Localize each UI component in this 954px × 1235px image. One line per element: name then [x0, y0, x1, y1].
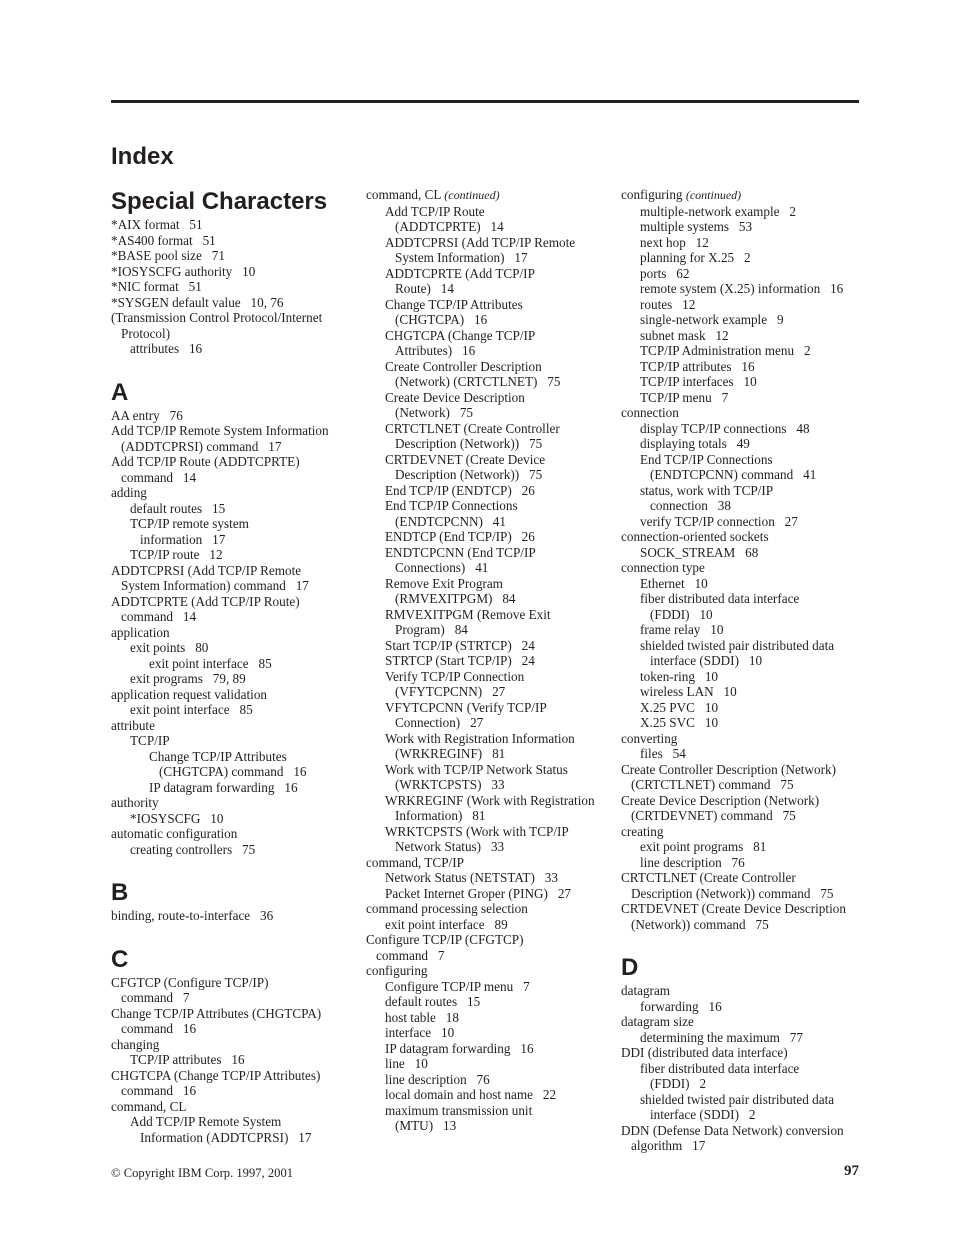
index-entry: automatic configuration [111, 826, 238, 841]
index-entry: exit point interface 85 [149, 655, 272, 671]
index-entry: command, TCP/IP [366, 854, 464, 870]
index-entry: (Network) (CRTCTLNET) 75 [395, 374, 561, 389]
index-entry: End TCP/IP Connections [385, 498, 518, 513]
index-entry: ENDTCPCNN (End TCP/IP [385, 544, 536, 560]
index-entry: Program) 84 [395, 622, 468, 637]
index-entry: *SYSGEN default value 10, 76 [111, 294, 284, 310]
index-entry: CHGTCPA (Change TCP/IP Attributes) [111, 1067, 321, 1083]
index-entry: End TCP/IP Connections [640, 451, 773, 467]
index-entry: End TCP/IP (ENDTCP) 26 [385, 482, 535, 498]
page-title: Index [111, 143, 174, 170]
index-entry: *BASE pool size 71 [111, 248, 225, 263]
index-entry: forwarding 16 [640, 998, 722, 1014]
continued-label: (continued) [685, 188, 742, 202]
section-heading: Special Characters [111, 188, 328, 215]
index-entry: VFYTCPCNN (Verify TCP/IP [385, 699, 547, 715]
index-entry: CRTDEVNET (Create Device [385, 451, 546, 467]
index-entry: exit programs 79, 89 [130, 671, 246, 686]
index-entry: WRKREGINF (Work with Registration [385, 792, 595, 808]
index-entry: shielded twisted pair distributed data [640, 1091, 835, 1107]
index-entry: token-ring 10 [640, 668, 719, 684]
index-entry: planning for X.25 2 [640, 250, 751, 265]
index-entry: line description 76 [385, 1071, 490, 1087]
index-entry: Create Device Description [385, 389, 525, 405]
index-entry: Change TCP/IP Attributes [149, 748, 287, 764]
index-entry: default routes 15 [385, 994, 481, 1009]
index-entry: Create Device Description (Network) [621, 792, 820, 808]
index-entry: datagram [621, 983, 671, 998]
index-entry: ADDTCPRTE (Add TCP/IP Route) [111, 593, 300, 609]
index-entry: IP datagram forwarding 16 [149, 779, 298, 795]
index-entry: Add TCP/IP Route [385, 203, 485, 219]
index-entry: CRTCTLNET (Create Controller [385, 420, 560, 436]
page-number: 97 [844, 1163, 859, 1179]
index-entry: display TCP/IP connections 48 [640, 420, 810, 436]
index-entry: connection 38 [650, 498, 731, 513]
index-entry: ENDTCP (End TCP/IP) 26 [385, 529, 535, 544]
index-column-3 [621, 187, 866, 1154]
index-entry: changing [111, 1036, 160, 1052]
index-entry: line description 76 [640, 854, 745, 870]
index-entry: TCP/IP interfaces 10 [640, 374, 757, 389]
continued-entry [621, 187, 866, 204]
index-entry: files 54 [640, 746, 686, 761]
index-entry: remote system (X.25) information 16 [640, 281, 844, 296]
index-entry: fiber distributed data interface [640, 1060, 800, 1076]
index-entry: RMVEXITPGM (Remove Exit [385, 606, 551, 622]
index-entry: Add TCP/IP Remote System [130, 1114, 282, 1129]
index-entry: (ENDTCPCNN) command 41 [650, 467, 817, 482]
index-entry: Work with TCP/IP Network Status [385, 761, 568, 777]
continued-entry [366, 187, 611, 204]
index-entry: next hop 12 [640, 234, 709, 250]
index-entry: CFGTCP (Configure TCP/IP) [111, 974, 269, 990]
index-entry: interface (SDDI) 2 [650, 1107, 756, 1122]
index-entry: creating [621, 823, 664, 839]
index-entry: *AIX format 51 [111, 217, 203, 232]
index-entry: Add TCP/IP Route (ADDTCPRTE) [111, 454, 300, 469]
index-entry: CHGTCPA (Change TCP/IP [385, 327, 536, 343]
index-entry: single-network example 9 [640, 312, 784, 327]
index-entry: (VFYTCPCNN) 27 [395, 684, 506, 699]
index-entry: ports 62 [640, 265, 690, 281]
section-heading: B [111, 879, 129, 906]
index-entry: TCP/IP [130, 733, 170, 748]
index-entry: *IOSYSCFG authority 10 [111, 263, 256, 279]
index-entry: algorithm 17 [631, 1138, 706, 1153]
index-entry: TCP/IP remote system [130, 516, 249, 531]
entry-term: configuring [621, 187, 683, 202]
index-entry: Packet Internet Groper (PING) 27 [385, 885, 572, 901]
index-entry: maximum transmission unit [385, 1102, 533, 1118]
index-entry: configuring [366, 963, 428, 978]
index-entry: connection [621, 405, 679, 420]
index-entry: routes 12 [640, 296, 696, 312]
index-entry: TCP/IP Administration menu 2 [640, 343, 811, 358]
index-entry: command 16 [121, 1083, 197, 1098]
index-column-2 [366, 187, 611, 1134]
index-entry: ADDTCPRTE (Add TCP/IP [385, 265, 535, 281]
index-entry: (ADDTCPRSI) command 17 [121, 438, 282, 454]
index-entry: Configure TCP/IP menu 7 [385, 978, 530, 994]
index-entry: Start TCP/IP (STRTCP) 24 [385, 637, 535, 653]
index-entry: connection type [621, 560, 705, 575]
index-entry: attributes 16 [130, 341, 203, 356]
index-entry: TCP/IP route 12 [130, 547, 223, 562]
index-entry: creating controllers 75 [130, 841, 256, 857]
index-entry: exit points 80 [130, 640, 209, 655]
index-entry: binding, route-to-interface 36 [111, 908, 274, 923]
index-entry: Work with Registration Information [385, 730, 575, 746]
index-entry: (FDDI) 10 [650, 606, 713, 622]
index-entry: Ethernet 10 [640, 575, 708, 591]
index-entry: authority [111, 795, 159, 810]
index-entry: Connections) 41 [395, 560, 489, 575]
index-entry: Route) 14 [395, 281, 454, 296]
index-entry: displaying totals 49 [640, 436, 750, 451]
index-entry: Information) 81 [395, 808, 486, 823]
index-entry: connection-oriented sockets [621, 529, 769, 544]
index-entry: determining the maximum 77 [640, 1029, 803, 1045]
copyright-notice: © Copyright IBM Corp. 1997, 2001 [111, 1166, 294, 1180]
index-entry: TCP/IP attributes 16 [640, 358, 755, 374]
index-entry: Change TCP/IP Attributes (CHGTCPA) [111, 1005, 322, 1021]
index-entry: attribute [111, 717, 155, 733]
index-entry: host table 18 [385, 1009, 459, 1025]
index-entry: interface (SDDI) 10 [650, 653, 763, 668]
index-entry: (MTU) 13 [395, 1118, 457, 1133]
index-entry: Description (Network)) 75 [395, 436, 543, 451]
index-entry: line 10 [385, 1056, 428, 1071]
index-entry: multiple systems 53 [640, 219, 753, 234]
index-entry: TCP/IP attributes 16 [130, 1052, 245, 1067]
index-entry: Description (Network)) command 75 [631, 885, 834, 901]
index-entry: command 7 [121, 990, 190, 1005]
index-entry: (CRTDEVNET) command 75 [631, 808, 796, 823]
index-entry: local domain and host name 22 [385, 1087, 557, 1102]
index-entry: Connection) 27 [395, 715, 484, 730]
index-entry: default routes 15 [130, 500, 226, 516]
index-entry: Add TCP/IP Remote System Information [111, 423, 329, 438]
index-entry: wireless LAN 10 [640, 684, 737, 699]
index-entry: command 14 [121, 469, 197, 485]
index-entry: Network Status (NETSTAT) 33 [385, 870, 558, 885]
index-entry: *NIC format 51 [111, 279, 202, 294]
index-entry: Create Controller Description (Network) [621, 761, 836, 777]
index-entry: X.25 PVC 10 [640, 699, 719, 715]
index-entry: exit point interface 85 [130, 702, 253, 717]
index-entry: adding [111, 485, 147, 500]
index-entry: *AS400 format 51 [111, 232, 216, 248]
index-entry: command, CL [111, 1098, 187, 1114]
index-entry: (CHGTCPA) command 16 [159, 764, 307, 779]
index-entry: *IOSYSCFG 10 [130, 810, 224, 826]
index-entry: X.25 SVC 10 [640, 715, 719, 730]
index-entry: STRTCP (Start TCP/IP) 24 [385, 653, 535, 668]
index-entry: verify TCP/IP connection 27 [640, 513, 798, 529]
index-entry: WRKTCPSTS (Work with TCP/IP [385, 823, 569, 839]
index-entry: Network Status) 33 [395, 839, 505, 854]
index-entry: Remove Exit Program [385, 575, 503, 591]
section-heading: D [621, 954, 639, 981]
index-entry: subnet mask 12 [640, 327, 729, 343]
index-entry: (FDDI) 2 [650, 1076, 707, 1091]
index-entry: (Network) 75 [395, 405, 474, 420]
index-entry: IP datagram forwarding 16 [385, 1040, 534, 1056]
index-entry: ADDTCPRSI (Add TCP/IP Remote [111, 562, 302, 578]
index-entry: information 17 [140, 531, 226, 547]
index-entry: CRTCTLNET (Create Controller [621, 870, 796, 885]
index-entry: exit point interface 89 [385, 916, 508, 932]
index-entry: command processing selection [366, 901, 528, 916]
entry-term: command, CL [366, 187, 441, 202]
index-entry: System Information) command 17 [121, 578, 309, 593]
index-entry: (CHGTCPA) 16 [395, 312, 488, 327]
index-entry: frame relay 10 [640, 622, 724, 637]
index-entry: Verify TCP/IP Connection [385, 668, 525, 684]
index-entry: exit point programs 81 [640, 839, 767, 854]
index-entry: AA entry 76 [111, 407, 183, 423]
index-entry: converting [621, 730, 678, 746]
index-entry: command 16 [121, 1021, 197, 1036]
index-entry: ADDTCPRSI (Add TCP/IP Remote [385, 234, 576, 250]
index-entry: (ENDTCPCNN) 41 [395, 513, 506, 529]
index-entry: shielded twisted pair distributed data [640, 637, 835, 653]
continued-label: (continued) [444, 188, 500, 202]
index-entry: (WRKREGINF) 81 [395, 746, 506, 761]
index-entry: datagram size [621, 1014, 694, 1029]
index-entry: (WRKTCPSTS) 33 [395, 777, 505, 792]
top-rule [111, 100, 859, 103]
index-entry: SOCK_STREAM 68 [640, 544, 759, 560]
index-entry: (Network)) command 75 [631, 916, 769, 932]
index-entry: Configure TCP/IP (CFGTCP) [366, 932, 524, 947]
index-entry: (Transmission Control Protocol/Internet [111, 310, 323, 325]
index-entry: (CRTCTLNET) command 75 [631, 777, 794, 792]
index-entry: Change TCP/IP Attributes [385, 296, 523, 312]
index-entry: System Information) 17 [395, 250, 528, 265]
index-column-1 [111, 187, 356, 1145]
index-entry: DDN (Defense Data Network) conversion [621, 1122, 844, 1138]
index-entry: application [111, 624, 170, 640]
index-entry: Information (ADDTCPRSI) 17 [140, 1129, 312, 1145]
index-entry: DDI (distributed data interface) [621, 1045, 788, 1060]
index-entry: (RMVEXITPGM) 84 [395, 591, 516, 606]
index-entry: interface 10 [385, 1025, 455, 1040]
index-entry: Protocol) [121, 325, 171, 341]
section-heading: C [111, 945, 129, 973]
index-entry: command 14 [121, 609, 197, 624]
index-entry: Create Controller Description [385, 358, 542, 374]
index-entry: status, work with TCP/IP [640, 482, 774, 498]
index-entry: Description (Network)) 75 [395, 467, 543, 482]
index-entry: multiple-network example 2 [640, 203, 797, 219]
section-heading: A [111, 378, 129, 406]
index-entry: TCP/IP menu 7 [640, 389, 729, 405]
index-entry: Attributes) 16 [395, 343, 476, 358]
index-entry: CRTDEVNET (Create Device Description [621, 901, 846, 916]
index-entry: fiber distributed data interface [640, 591, 800, 606]
index-entry: application request validation [111, 686, 268, 702]
index-entry: (ADDTCPRTE) 14 [395, 219, 504, 234]
index-entry: command 7 [376, 947, 445, 963]
